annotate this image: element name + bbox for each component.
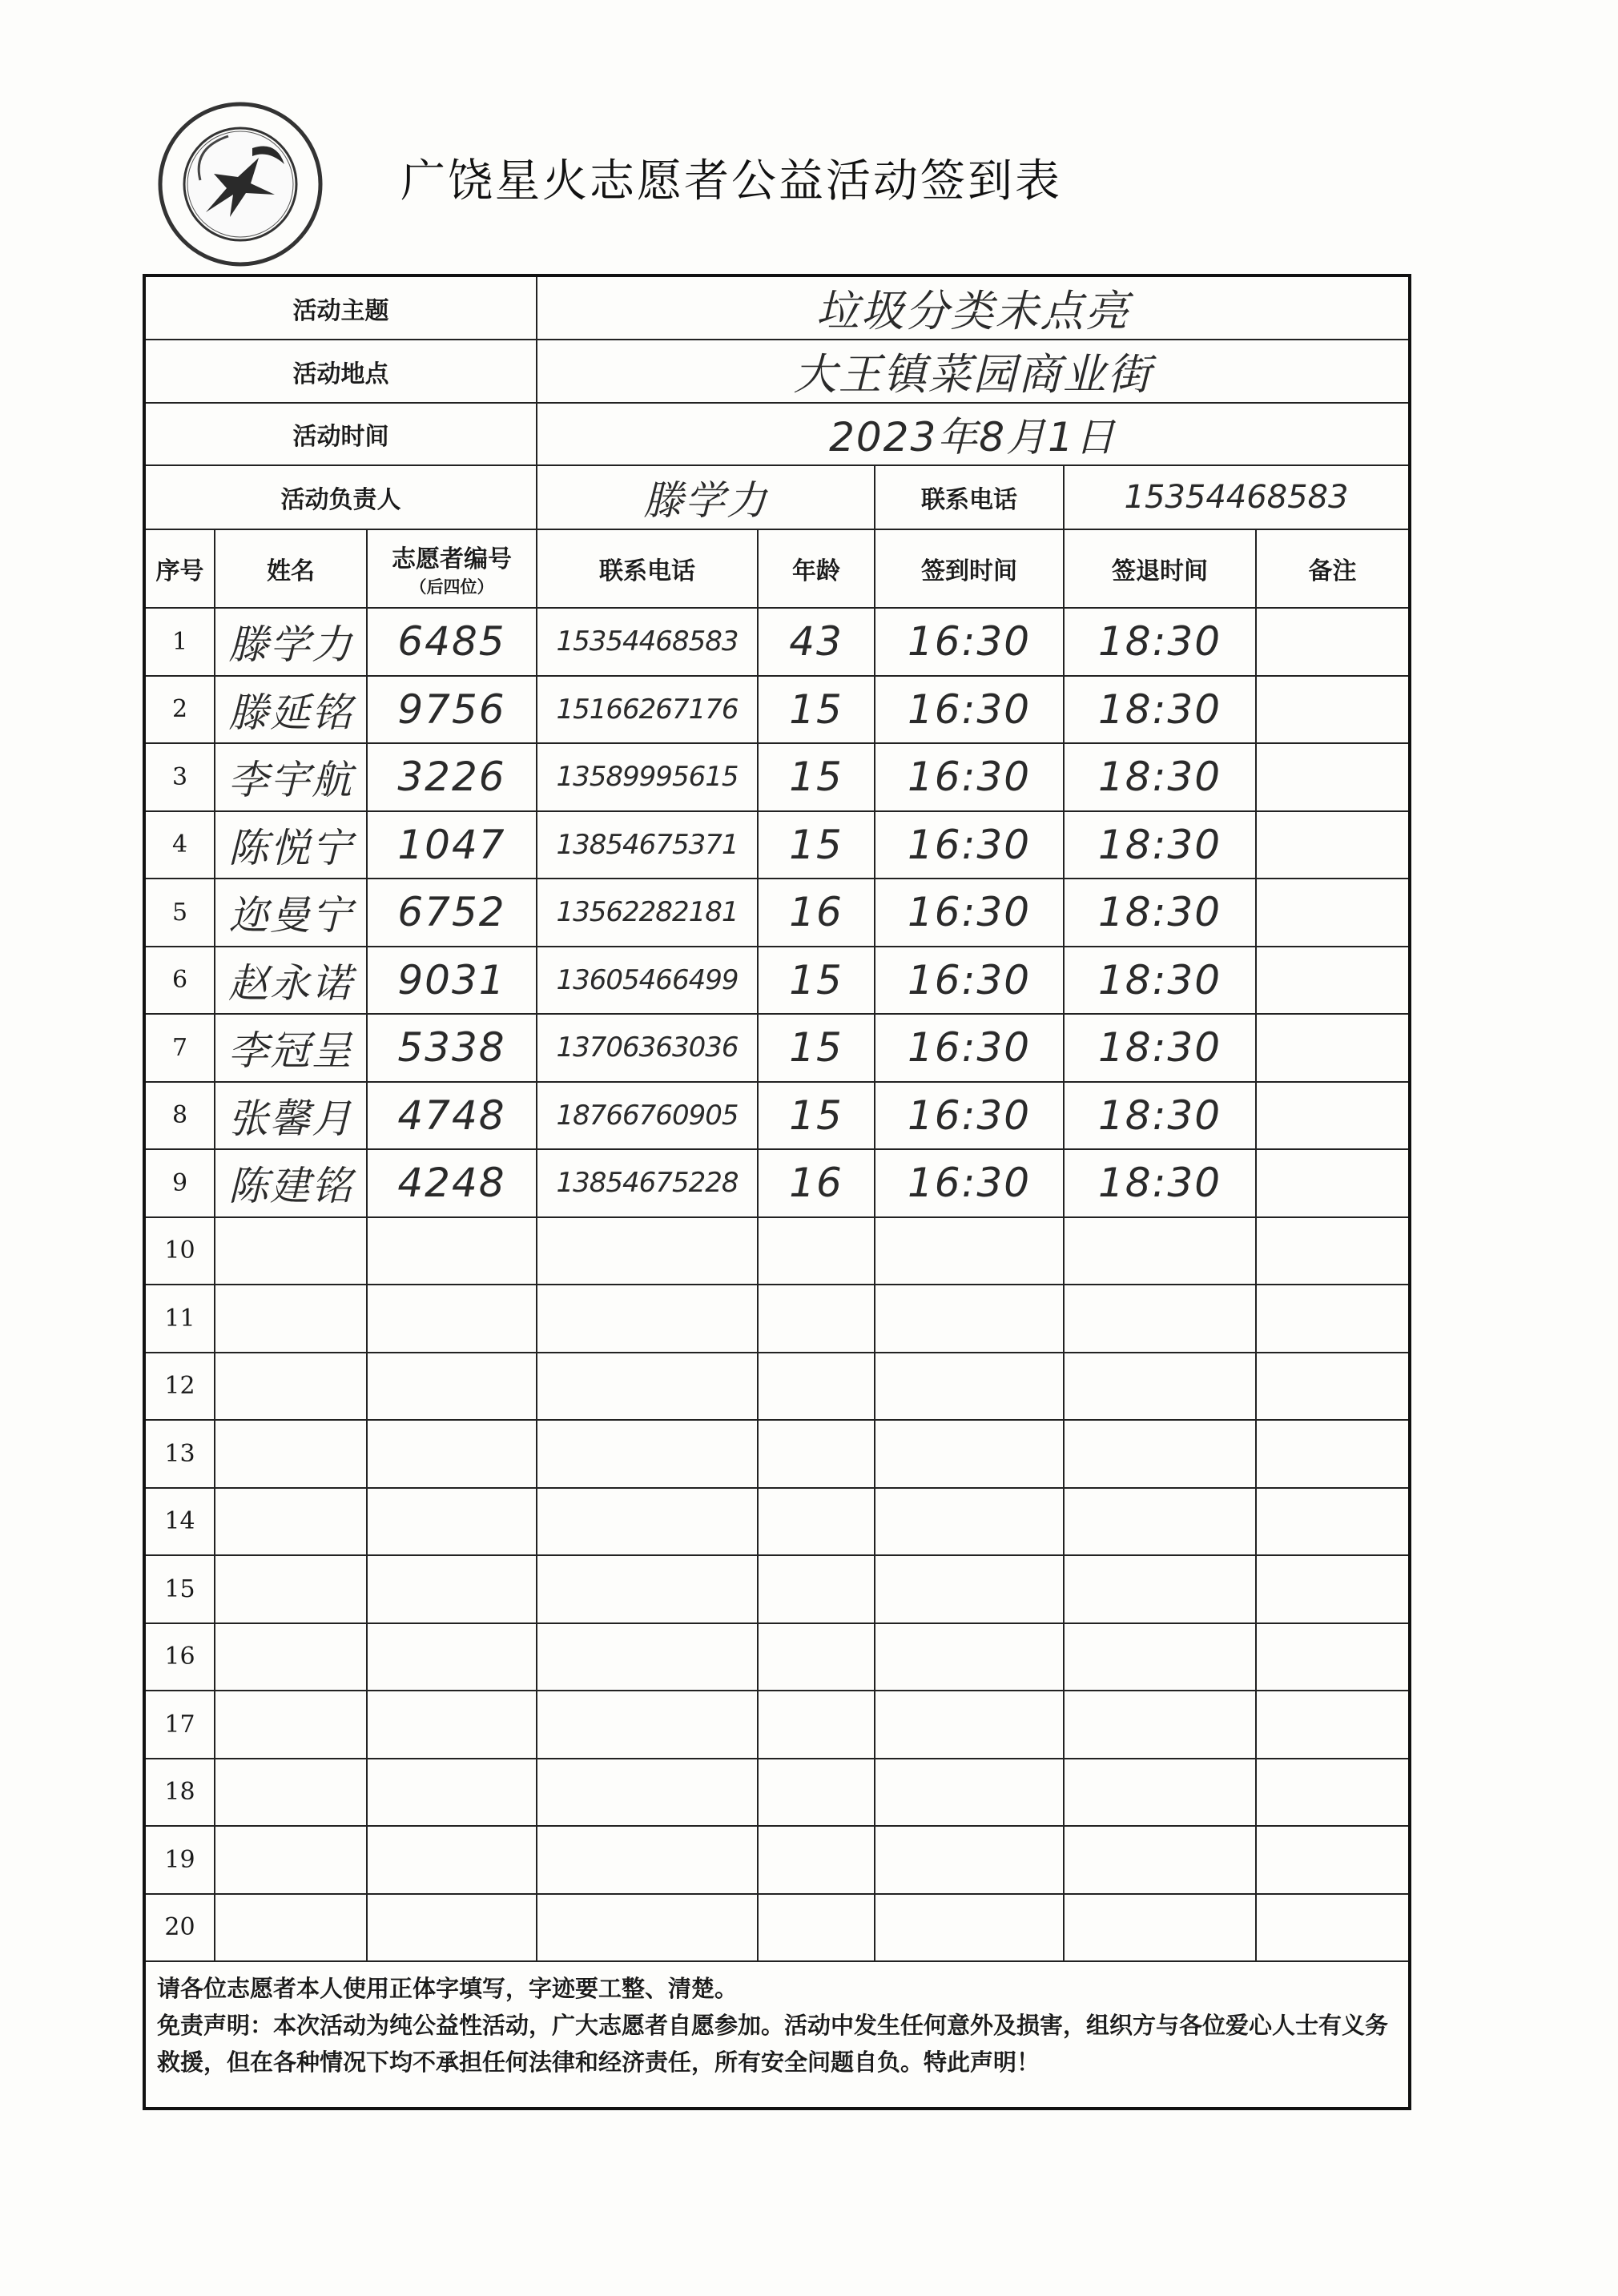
row-index-cell <box>144 879 215 947</box>
row-phone: 15166267176 <box>556 693 739 726</box>
row-checkin-time: 16:30 <box>907 889 1032 936</box>
row-remark-cell <box>1256 811 1410 879</box>
row-remark-cell <box>1256 676 1410 744</box>
row-volunteer-id: 6485 <box>397 618 506 665</box>
row-age: 16 <box>789 1160 843 1207</box>
row-checkin-time-cell <box>875 1691 1064 1759</box>
row-index-cell <box>144 1285 215 1353</box>
row-checkin-time: 16:30 <box>907 1092 1032 1139</box>
row-remark-cell <box>1256 1149 1410 1217</box>
row-phone-cell <box>537 811 758 879</box>
row-name-cell <box>215 676 367 744</box>
row-index-cell <box>144 1082 215 1150</box>
table-row <box>144 1555 1410 1623</box>
row-checkin-time: 16:30 <box>907 1160 1032 1207</box>
row-age-cell <box>758 1894 875 1962</box>
row-age-cell <box>758 947 875 1015</box>
row-index-cell <box>144 1555 215 1623</box>
row-name-cell <box>215 1759 367 1827</box>
row-age-cell <box>758 1217 875 1285</box>
row-volunteer-id: 6752 <box>397 889 506 936</box>
row-index-cell <box>144 811 215 879</box>
table-row <box>144 676 1410 744</box>
row-volunteer-id-cell <box>367 1826 537 1894</box>
row-checkin-time-cell <box>875 1555 1064 1623</box>
row-checkin-time-cell <box>875 811 1064 879</box>
row-remark-cell <box>1256 608 1410 676</box>
time-handwriting: 2023年8月1日 <box>829 414 1117 460</box>
row-checkout-time-cell <box>1064 1826 1256 1894</box>
table-row <box>144 879 1410 947</box>
row-phone-cell <box>537 743 758 811</box>
row-index: 2 <box>171 695 188 724</box>
row-index-cell <box>144 1217 215 1285</box>
row-checkin-time-cell <box>875 947 1064 1015</box>
row-index-cell <box>144 1691 215 1759</box>
row-phone-cell <box>537 1826 758 1894</box>
row-checkout-time-cell <box>1064 879 1256 947</box>
row-phone: 13562282181 <box>556 896 739 929</box>
row-name-cell <box>215 1826 367 1894</box>
row-remark-cell <box>1256 1082 1410 1150</box>
row-index: 14 <box>164 1507 195 1536</box>
row-name-cell <box>215 1894 367 1962</box>
row-remark-cell <box>1256 1353 1410 1421</box>
row-phone: 13706363036 <box>556 1031 739 1064</box>
notes-instruction: 请各位志愿者本人使用正体字填写，字迹要工整、清楚。 <box>157 1975 739 2002</box>
row-checkout-time: 18:30 <box>1097 889 1222 936</box>
location-handwriting: 大王镇菜园商业街 <box>793 349 1153 400</box>
row-remark-cell <box>1256 1623 1410 1691</box>
row-age-cell <box>758 608 875 676</box>
row-checkout-time-cell <box>1064 1691 1256 1759</box>
col-checkout-header: 签退时间 <box>1064 529 1256 608</box>
row-checkout-time-cell <box>1064 1759 1256 1827</box>
row-volunteer-id-cell <box>367 1217 537 1285</box>
row-name-cell <box>215 1217 367 1285</box>
leader-phone-value <box>1064 465 1410 529</box>
row-checkin-time-cell <box>875 1082 1064 1150</box>
table-row <box>144 608 1410 676</box>
row-remark-cell <box>1256 1555 1410 1623</box>
row-phone: 18766760905 <box>556 1099 739 1132</box>
row-phone-cell <box>537 1014 758 1082</box>
row-volunteer-id: 5338 <box>397 1024 506 1072</box>
row-volunteer-id-cell <box>367 1082 537 1150</box>
row-age: 43 <box>789 618 843 665</box>
row-volunteer-id: 1047 <box>397 821 506 868</box>
row-checkin-time-cell <box>875 1217 1064 1285</box>
row-index: 10 <box>164 1236 195 1265</box>
table-row <box>144 1691 1410 1759</box>
table-row <box>144 1420 1410 1488</box>
row-index-cell <box>144 947 215 1015</box>
row-phone-cell <box>537 676 758 744</box>
row-checkout-time: 18:30 <box>1097 754 1222 801</box>
row-index-cell <box>144 1014 215 1082</box>
table-row <box>144 1149 1410 1217</box>
row-checkout-time: 18:30 <box>1097 956 1222 1003</box>
row-index-cell <box>144 676 215 744</box>
row-phone: 13854675228 <box>556 1167 739 1200</box>
row-checkin-time-cell <box>875 676 1064 744</box>
row-checkin-time-cell <box>875 879 1064 947</box>
row-age-cell <box>758 1488 875 1556</box>
row-checkout-time-cell <box>1064 1555 1256 1623</box>
page-title: 广饶星火志愿者公益活动签到表 <box>400 155 1062 207</box>
row-checkin-time-cell <box>875 608 1064 676</box>
row-name: 张馨月 <box>228 1095 353 1142</box>
row-volunteer-id-cell <box>367 947 537 1015</box>
row-checkin-time: 16:30 <box>907 821 1032 868</box>
row-index-cell <box>144 1826 215 1894</box>
row-age: 15 <box>789 821 843 868</box>
row-remark-cell <box>1256 1217 1410 1285</box>
row-age-cell <box>758 1826 875 1894</box>
row-index-cell <box>144 1149 215 1217</box>
row-phone-cell <box>537 1082 758 1150</box>
row-remark-cell <box>1256 743 1410 811</box>
row-checkin-time-cell <box>875 1420 1064 1488</box>
row-volunteer-id-cell <box>367 1149 537 1217</box>
row-checkout-time-cell <box>1064 608 1256 676</box>
row-checkin-time-cell <box>875 1149 1064 1217</box>
row-checkout-time-cell <box>1064 1623 1256 1691</box>
row-index-cell <box>144 1623 215 1691</box>
row-volunteer-id-cell <box>367 1488 537 1556</box>
row-phone: 13854675371 <box>556 828 739 861</box>
row-age-cell <box>758 811 875 879</box>
row-phone-cell <box>537 947 758 1015</box>
row-checkout-time-cell <box>1064 1488 1256 1556</box>
column-header-row <box>144 529 1410 608</box>
sign-in-sheet <box>143 274 1408 2136</box>
row-phone-cell <box>537 1149 758 1217</box>
sign-in-table <box>143 274 1411 2110</box>
row-age-cell <box>758 1014 875 1082</box>
row-phone: 13589995615 <box>556 761 739 794</box>
row-volunteer-id: 4248 <box>397 1160 506 1207</box>
row-age-cell <box>758 1082 875 1150</box>
row-name-cell <box>215 811 367 879</box>
table-row <box>144 1826 1410 1894</box>
leader-label: 活动负责人 <box>144 465 537 529</box>
row-index: 3 <box>171 762 188 791</box>
location-label: 活动地点 <box>144 340 537 403</box>
row-name-cell <box>215 743 367 811</box>
row-age: 15 <box>789 754 843 801</box>
row-checkin-time-cell <box>875 1285 1064 1353</box>
row-checkin-time-cell <box>875 1759 1064 1827</box>
row-volunteer-id-cell <box>367 1759 537 1827</box>
table-row <box>144 1759 1410 1827</box>
row-age-cell <box>758 1285 875 1353</box>
organization-seal-logo <box>156 100 324 268</box>
row-checkout-time: 18:30 <box>1097 618 1222 665</box>
location-value <box>537 340 1410 403</box>
table-row <box>144 1353 1410 1421</box>
row-remark-cell <box>1256 947 1410 1015</box>
row-name-cell <box>215 1555 367 1623</box>
row-index: 9 <box>171 1168 188 1197</box>
row-name: 滕延铭 <box>228 689 353 736</box>
row-name: 迩曼宁 <box>228 892 353 939</box>
table-row <box>144 743 1410 811</box>
row-checkout-time-cell <box>1064 1082 1256 1150</box>
row-remark-cell <box>1256 1014 1410 1082</box>
row-volunteer-id-cell <box>367 811 537 879</box>
table-row <box>144 1285 1410 1353</box>
info-row-time <box>144 403 1410 465</box>
row-phone-cell <box>537 1894 758 1962</box>
table-row <box>144 1488 1410 1556</box>
table-row <box>144 1014 1410 1082</box>
row-index: 6 <box>171 966 188 995</box>
info-row-theme <box>144 275 1410 340</box>
row-index-cell <box>144 743 215 811</box>
row-phone-cell <box>537 1488 758 1556</box>
theme-value <box>537 275 1410 340</box>
notes-disclaimer: 免责声明：本次活动为纯公益性活动，广大志愿者自愿参加。活动中发生任何意外及损害，组织方与各位爱心人士有义务救援，但在各种情况下均不承担任何法律和经济责任，所有安全问题自负。特此声明！ <box>157 2012 1389 2076</box>
leader-value <box>537 465 875 529</box>
row-age: 15 <box>789 956 843 1003</box>
row-name-cell <box>215 608 367 676</box>
table-row <box>144 1217 1410 1285</box>
row-index-cell <box>144 608 215 676</box>
row-checkin-time: 16:30 <box>907 686 1032 733</box>
row-age: 15 <box>789 1024 843 1072</box>
row-volunteer-id: 9756 <box>397 686 506 733</box>
row-volunteer-id-cell <box>367 1623 537 1691</box>
row-age-cell <box>758 1623 875 1691</box>
time-value <box>537 403 1410 465</box>
row-index-cell <box>144 1894 215 1962</box>
row-checkout-time-cell <box>1064 743 1256 811</box>
row-volunteer-id-cell <box>367 1420 537 1488</box>
time-label: 活动时间 <box>144 403 537 465</box>
row-index-cell <box>144 1420 215 1488</box>
row-name: 赵永诺 <box>228 959 353 1007</box>
row-name-cell <box>215 1488 367 1556</box>
row-volunteer-id-cell <box>367 1014 537 1082</box>
col-checkin-header: 签到时间 <box>875 529 1064 608</box>
row-phone-cell <box>537 608 758 676</box>
row-index-cell <box>144 1759 215 1827</box>
row-volunteer-id-cell <box>367 608 537 676</box>
row-age: 15 <box>789 1092 843 1139</box>
row-index: 1 <box>171 627 188 656</box>
row-volunteer-id-cell <box>367 879 537 947</box>
info-row-leader <box>144 465 1410 529</box>
row-name: 李宇航 <box>228 757 353 804</box>
row-age-cell <box>758 879 875 947</box>
row-checkin-time-cell <box>875 1623 1064 1691</box>
row-checkin-time-cell <box>875 1488 1064 1556</box>
row-checkout-time-cell <box>1064 947 1256 1015</box>
row-index: 8 <box>171 1101 188 1130</box>
row-remark-cell <box>1256 1691 1410 1759</box>
col-index-header: 序号 <box>144 529 215 608</box>
row-checkin-time: 16:30 <box>907 1024 1032 1072</box>
row-phone-cell <box>537 1420 758 1488</box>
theme-label: 活动主题 <box>144 275 537 340</box>
col-phone-header: 联系电话 <box>537 529 758 608</box>
row-name-cell <box>215 1420 367 1488</box>
row-volunteer-id-cell <box>367 1555 537 1623</box>
table-row <box>144 1623 1410 1691</box>
row-checkout-time-cell <box>1064 1149 1256 1217</box>
col-age-header: 年龄 <box>758 529 875 608</box>
row-name: 李冠呈 <box>228 1027 353 1075</box>
theme-handwriting: 垃圾分类未点亮 <box>815 286 1130 336</box>
row-index: 12 <box>164 1372 195 1401</box>
leader-phone-handwriting: 15354468583 <box>1124 479 1349 516</box>
row-checkin-time-cell <box>875 743 1064 811</box>
row-checkin-time: 16:30 <box>907 618 1032 665</box>
row-checkout-time: 18:30 <box>1097 1092 1222 1139</box>
row-volunteer-id: 4748 <box>397 1092 506 1139</box>
row-index-cell <box>144 1488 215 1556</box>
row-index-cell <box>144 1353 215 1421</box>
row-age-cell <box>758 1353 875 1421</box>
row-checkin-time-cell <box>875 1826 1064 1894</box>
row-checkin-time-cell <box>875 1894 1064 1962</box>
row-name: 陈悦宁 <box>228 824 353 871</box>
row-checkout-time-cell <box>1064 1217 1256 1285</box>
row-name: 陈建铭 <box>228 1163 353 1210</box>
row-name-cell <box>215 1014 367 1082</box>
row-index: 20 <box>164 1913 195 1942</box>
col-id-header <box>367 529 537 608</box>
row-age-cell <box>758 1420 875 1488</box>
table-row <box>144 1082 1410 1150</box>
row-remark-cell <box>1256 1488 1410 1556</box>
row-name-cell <box>215 1691 367 1759</box>
row-checkout-time-cell <box>1064 1285 1256 1353</box>
row-volunteer-id: 9031 <box>397 956 506 1003</box>
row-phone-cell <box>537 1555 758 1623</box>
row-index: 5 <box>171 898 188 927</box>
row-checkout-time-cell <box>1064 1353 1256 1421</box>
row-volunteer-id-cell <box>367 743 537 811</box>
row-checkout-time-cell <box>1064 1420 1256 1488</box>
row-phone: 13605466499 <box>556 963 739 996</box>
row-age-cell <box>758 1759 875 1827</box>
row-checkout-time: 18:30 <box>1097 1024 1222 1072</box>
row-index: 19 <box>164 1845 195 1874</box>
row-checkin-time-cell <box>875 1014 1064 1082</box>
col-id-subtitle: （后四位） <box>409 577 494 597</box>
row-name-cell <box>215 879 367 947</box>
row-remark-cell <box>1256 1285 1410 1353</box>
row-age-cell <box>758 676 875 744</box>
volunteer-rows <box>144 608 1410 1961</box>
row-phone: 15354468583 <box>556 625 739 658</box>
col-id-title: 志愿者编号 <box>392 545 512 573</box>
row-phone-cell <box>537 1285 758 1353</box>
row-index: 18 <box>164 1778 195 1807</box>
row-age: 16 <box>789 889 843 936</box>
row-checkout-time: 18:30 <box>1097 1160 1222 1207</box>
row-name: 滕学力 <box>228 621 353 669</box>
table-row <box>144 947 1410 1015</box>
row-remark-cell <box>1256 1420 1410 1488</box>
table-row <box>144 811 1410 879</box>
row-age: 15 <box>789 686 843 733</box>
row-name-cell <box>215 1149 367 1217</box>
row-volunteer-id-cell <box>367 1894 537 1962</box>
row-checkin-time-cell <box>875 1353 1064 1421</box>
col-remark-header: 备注 <box>1256 529 1410 608</box>
row-volunteer-id: 3226 <box>397 754 506 801</box>
col-name-header: 姓名 <box>215 529 367 608</box>
row-index: 4 <box>171 830 188 859</box>
row-checkout-time: 18:30 <box>1097 686 1222 733</box>
row-volunteer-id-cell <box>367 1353 537 1421</box>
row-checkout-time-cell <box>1064 811 1256 879</box>
row-phone-cell <box>537 1691 758 1759</box>
leader-phone-label: 联系电话 <box>875 465 1064 529</box>
row-index: 17 <box>164 1710 195 1739</box>
row-volunteer-id-cell <box>367 1691 537 1759</box>
row-name-cell <box>215 947 367 1015</box>
row-index: 7 <box>171 1033 188 1062</box>
row-phone-cell <box>537 1217 758 1285</box>
row-volunteer-id-cell <box>367 676 537 744</box>
row-remark-cell <box>1256 1759 1410 1827</box>
notes-row <box>144 1961 1410 2109</box>
leader-handwriting: 滕学力 <box>643 477 768 524</box>
row-checkout-time-cell <box>1064 1014 1256 1082</box>
row-age-cell <box>758 743 875 811</box>
row-checkin-time: 16:30 <box>907 754 1032 801</box>
notes-cell <box>144 1961 1410 2109</box>
row-index: 15 <box>164 1574 195 1603</box>
row-index: 16 <box>164 1643 195 1671</box>
row-name-cell <box>215 1623 367 1691</box>
row-age-cell <box>758 1555 875 1623</box>
row-phone-cell <box>537 1759 758 1827</box>
info-row-location <box>144 340 1410 403</box>
row-volunteer-id-cell <box>367 1285 537 1353</box>
row-remark-cell <box>1256 1826 1410 1894</box>
row-age-cell <box>758 1691 875 1759</box>
row-remark-cell <box>1256 879 1410 947</box>
row-checkin-time: 16:30 <box>907 956 1032 1003</box>
row-index: 11 <box>164 1304 195 1333</box>
row-checkout-time: 18:30 <box>1097 821 1222 868</box>
row-checkout-time-cell <box>1064 676 1256 744</box>
row-remark-cell <box>1256 1894 1410 1962</box>
row-name-cell <box>215 1082 367 1150</box>
row-name-cell <box>215 1285 367 1353</box>
row-age-cell <box>758 1149 875 1217</box>
row-checkout-time-cell <box>1064 1894 1256 1962</box>
row-phone-cell <box>537 1353 758 1421</box>
table-row <box>144 1894 1410 1962</box>
row-phone-cell <box>537 1623 758 1691</box>
row-name-cell <box>215 1353 367 1421</box>
row-phone-cell <box>537 879 758 947</box>
row-index: 13 <box>164 1439 195 1468</box>
